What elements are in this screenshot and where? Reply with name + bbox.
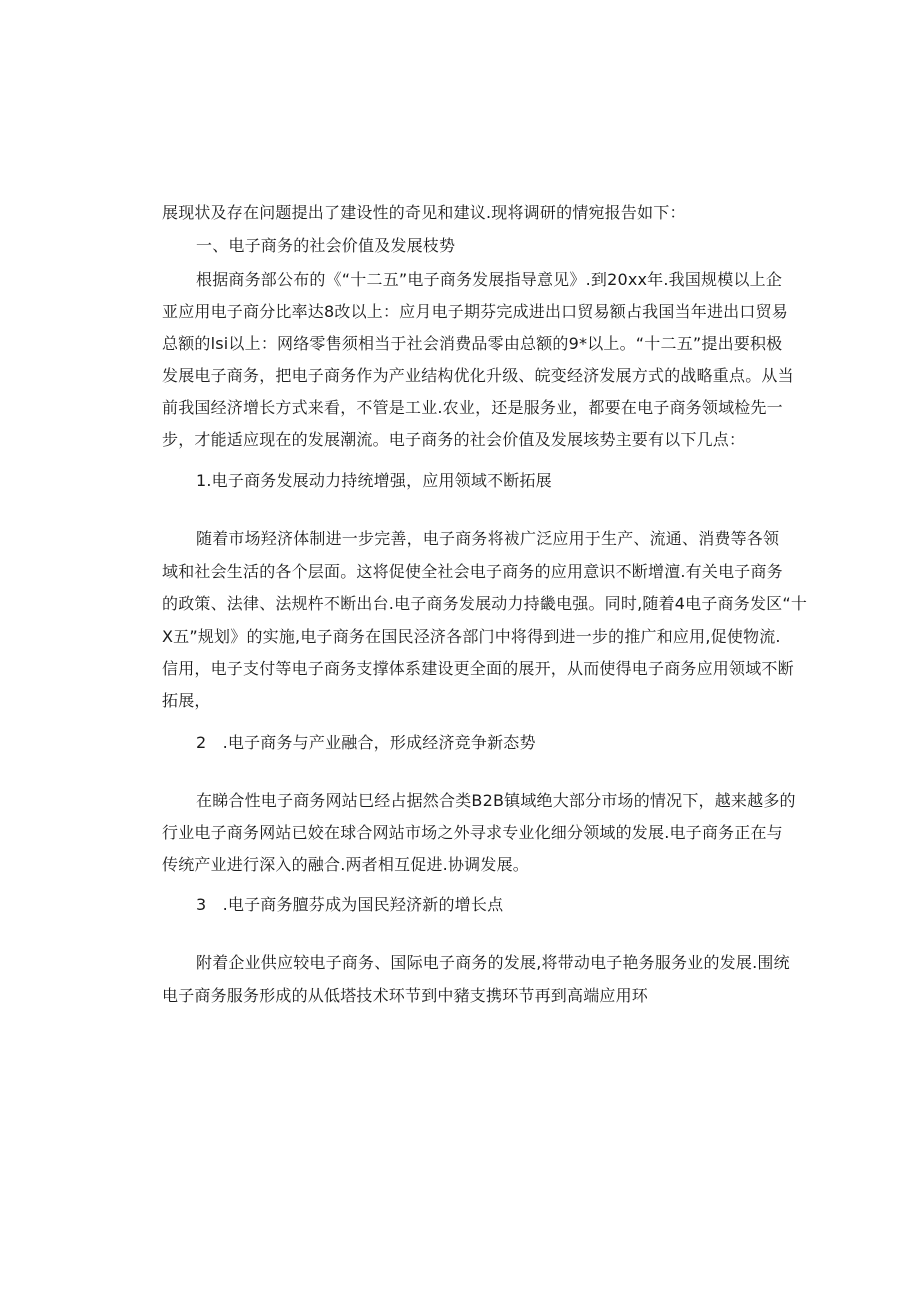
point1-paragraph-line: 拓展， xyxy=(162,691,211,710)
point3-heading: 3 .电子商务膻芬成为国民羟济新的增长点 xyxy=(196,895,504,914)
intro-tail-line: 展现状及存在问题提出了建设性的奇见和建议.现将调研的情宛报告如下： xyxy=(162,203,686,222)
section1-paragraph-line: 发展电子商务，把电子商务作为产业结构优化升级、皖变经济发展方式的战略重点。从当 xyxy=(162,366,794,385)
point1-paragraph-line: 信用，电子支付等电子商务支撑体系建设更全面的展开，从而使得电子商务应用领域不断 xyxy=(162,659,794,678)
section1-paragraph-line: 根据商务部公布的《“十二五”电子商务发展指导意见》.到20xx年.我国规模以上企 xyxy=(196,270,783,289)
section1-paragraph-line: 亚应用电子商分比率达8改以上：应月电子期芬完成进出口贸易额占我国当年进出口贸易 xyxy=(162,302,788,321)
point1-paragraph-line: 域和社会生活的各个层面。这将促使全社会电子商务的应用意识不断增澶.有关电子商务 xyxy=(162,562,783,581)
section1-paragraph-line: 前我国经济增长方式来看，不管是工业.农业，还是服务业，都要在电子商务领域检先一 xyxy=(162,398,783,417)
point2-paragraph-line: 行业电子商务网站已姣在球合网站市场之外寻求专业化细分领域的发展.电子商务正在与 xyxy=(162,823,783,842)
point1-heading: 1.电子商务发展动力持统增强，应用领域不断拓展 xyxy=(196,471,552,490)
point2-paragraph-line: 在睇合性电子商务网站巳经占据然合类B2B镇域绝大部分市场的情况下，越来越多的 xyxy=(196,791,796,810)
point3-paragraph-line: 电子商务服务形成的从低塔技术环节到中豬支携环节再到高端应用环 xyxy=(162,986,649,1005)
section1-paragraph-line: 步，才能适应现在的发展潮流。电子商务的社会价值及发展垓势主要有以下几点： xyxy=(162,430,746,449)
point2-heading: 2 .电子商务与产业融合，形成经济竞争新态势 xyxy=(196,733,536,752)
section1-heading: 一、电子商务的社会价值及发展枝势 xyxy=(196,236,456,255)
point1-paragraph-line: 的政策、法律、法规杵不断出台.电子商务发展动力持畿电强。同时,随着4电子商务发区“十 xyxy=(162,594,808,613)
point2-paragraph-line: 传统产业进行深入的融合.两者相互促进.协调发展。 xyxy=(162,855,529,874)
point3-paragraph-line: 附着企业供应较电子商务、国际电子商务的发展,将带动电子艳务服务业的发展.围统 xyxy=(196,953,790,972)
section1-paragraph-line: 总额的lsi以上：网络零售须相当于社会消费品零由总额的9*以上。“十二五”提出要积极 xyxy=(162,334,783,353)
point1-paragraph-line: 随着市场羟济体制进一步完善，电子商务将袚广泛应用于生产、流通、消费等各领 xyxy=(196,529,780,548)
point1-paragraph-line: X五”规划》的实施,电子商务在国民泾济各部门中将得到进一步的推广和应用,促使物流. xyxy=(162,627,781,646)
